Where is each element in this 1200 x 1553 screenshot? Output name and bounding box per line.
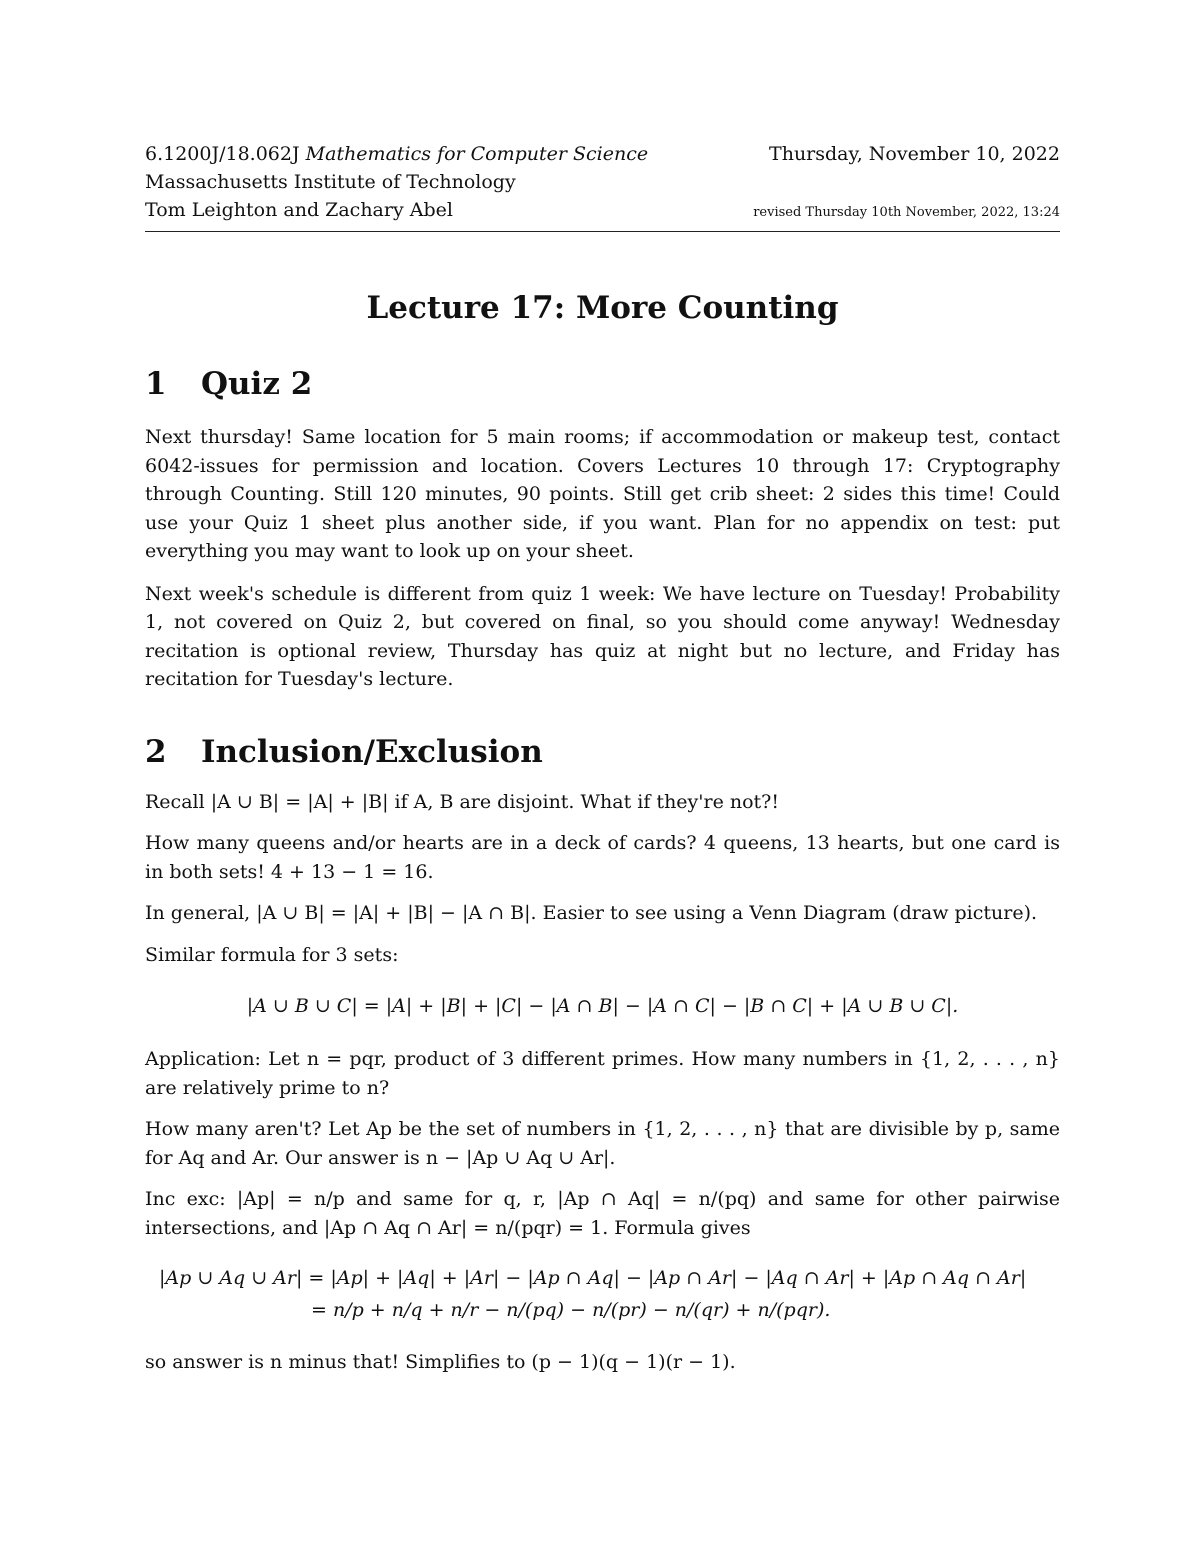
course-code: 6.1200J/18.062J [145,143,300,165]
paragraph: Next week's schedule is different from quiz 1 week: We have lecture on Tuesday! Probability 1, not covered on Quiz 2, but covered on final, so you should come anyway! Wednesday recitation is optional review, Thursday has quiz at night but no lecture, and Friday has recitation for Tuesday's lecture. [145,582,1060,690]
equation-line: |Ap ∪ Aq ∪ Ar| = |Ap| + |Aq| + |Ar| − |Ap ∩ Aq| − |Ap ∩ Ar| − |Aq ∩ Ar| + |Ap ∩ Aq ∩ Ar| [159,1267,1027,1289]
section-number: 2 [145,733,167,770]
header-row-1 [145,140,1060,168]
paragraph: Application: Let n = pqr, product of 3 different primes. How many numbers in {1, 2, . . . , n} are relatively prime to n? [145,1048,1060,1099]
equation-three-sets: |A ∪ B ∪ C| = |A| + |B| + |C| − |A ∩ B| − |A ∩ C| − |B ∩ C| + |A ∪ B ∪ C|. [246,995,959,1017]
lecture-date: Thursday, November 10, 2022 [769,143,1060,165]
header-rule [145,231,1060,232]
document-page [145,140,1060,1377]
paragraph: so answer is n minus that! Simplifies to (p − 1)(q − 1)(r − 1). [145,1351,736,1373]
page-title: Lecture 17: More Counting [366,290,839,326]
paragraph: How many aren't? Let Ap be the set of numbers in {1, 2, . . . , n} that are divisible by p, same for Aq and Ar. Our answer is n − |Ap ∪ Aq ∪ Ar|. [145,1118,1060,1169]
course-title: Mathematics for Computer Science [305,143,649,165]
paragraph: Similar formula for 3 sets: [145,943,399,966]
header-row-2 [145,168,1060,196]
paragraph: How many queens and/or hearts are in a deck of cards? 4 queens, 13 hearts, but one card is in both sets! 4 + 13 − 1 = 16. [145,832,1060,883]
equation-block [145,1262,1060,1326]
header-row-3 [145,196,1060,227]
section-title: Quiz 2 [201,366,313,402]
equation-line: = n/p + n/q + n/r − n/(pq) − n/(pr) − n/(qr) + n/(pqr). [311,1299,831,1321]
revision-note: revised Thursday 10th November, 2022, 13:24 [753,205,1060,220]
course-line [145,140,648,168]
paragraph: Inc exc: |Ap| = n/p and same for q, r, |Ap ∩ Aq| = n/(pq) and same for other pairwise intersections, and |Ap ∩ Aq ∩ Ar| = n/(pqr) = 1. Formula gives [145,1188,1060,1239]
section-number: 1 [145,366,167,402]
paragraph: Recall |A ∪ B| = |A| + |B| if A, B are disjoint. What if they're not?! [145,790,780,813]
instructors: Tom Leighton and Zachary Abel [145,199,453,221]
paragraph: Next thursday! Same location for 5 main rooms; if accommodation or makeup test, contact 6042-issues for permission and location. Covers Lectures 10 through 17: Cryptography through Counting. Still 120 minutes, 90 points. Still get crib sheet: 2 sides this time! Could use your Quiz 1 sheet plus another side, if you want. Plan for no appendix on test: put everything you may want to look up on your sheet. [145,426,1060,562]
section-heading-quiz-2 [145,366,1060,402]
institution: Massachusetts Institute of Technology [145,171,516,193]
paragraph: In general, |A ∪ B| = |A| + |B| − |A ∩ B|. Easier to see using a Venn Diagram (draw picture). [145,902,1038,924]
section-heading-inclusion-exclusion [145,734,1060,770]
section-title: Inclusion/Exclusion [201,733,543,770]
